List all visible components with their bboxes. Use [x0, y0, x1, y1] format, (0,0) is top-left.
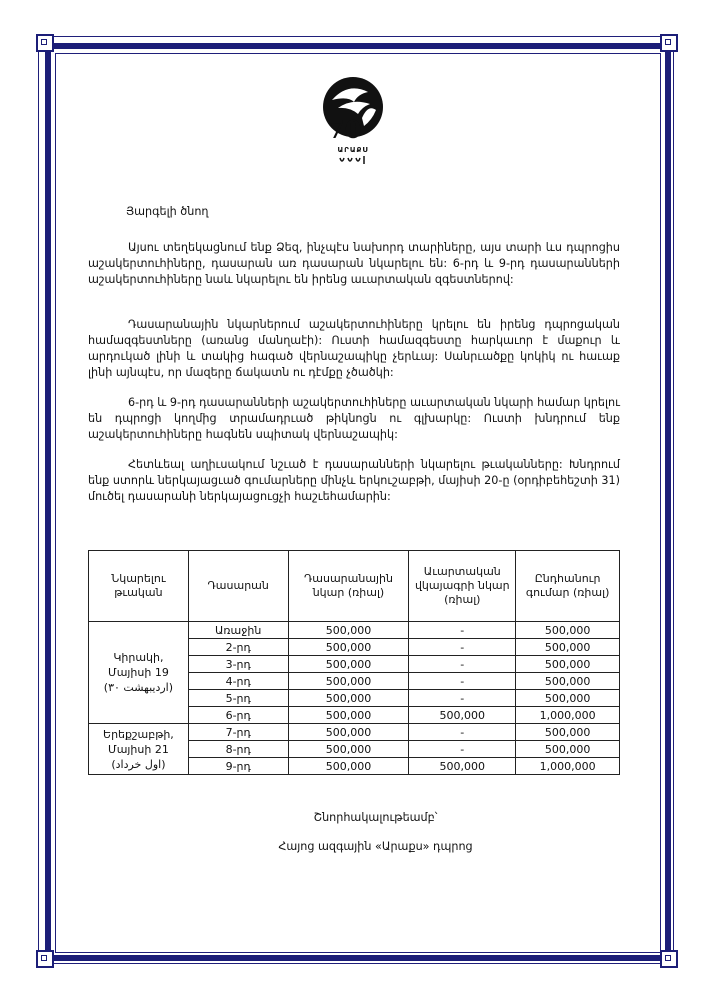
total-cell: 500,000: [516, 690, 620, 707]
total-cell: 500,000: [516, 622, 620, 639]
logo-school-name: ԱՐԱՔՍ: [337, 146, 369, 154]
class-photo-cell: 500,000: [288, 724, 409, 741]
total-cell: 1,000,000: [516, 758, 620, 775]
frame-corner-ornament: [660, 950, 678, 968]
class-cell: Առաջին: [188, 622, 288, 639]
graduation-photo-cell: -: [409, 656, 516, 673]
date-line: Երեքշաբթի,: [103, 727, 174, 741]
paragraph-uniform: Դասարանային նկարներում աշակերտուհիները կրելու են իրենց դպրոցական համազգեստները (առանց մանղաէի): Ուստի համազգեստը հարկաւոր է մաքուր և արդուկած լինի և տակից հագած վերնաշապիկը չերևայ: Սանրւածքը կոկիկ ու հաւաք լինի այնպէս, որ մազերը ճակատն ու դէմքը չծածկի:: [88, 318, 620, 379]
closing-thanks: Շնորհակալութեամբ՝: [313, 811, 438, 824]
header-class-photo: Դասարանային նկար (ռիալ): [288, 551, 409, 622]
class-cell: 3-րդ: [188, 656, 288, 673]
graduation-photo-cell: -: [409, 622, 516, 639]
frame-corner-ornament: [36, 34, 54, 52]
class-photo-cell: 500,000: [288, 639, 409, 656]
table-header-row: [89, 551, 620, 622]
class-cell: 5-րդ: [188, 690, 288, 707]
header-total: Ընդհանուր գումար (ռիալ): [516, 551, 620, 622]
date-line: (۳۰ اردیبهشت): [103, 681, 174, 694]
logo-number: 70: [328, 115, 362, 144]
class-cell: 7-րդ: [188, 724, 288, 741]
graduation-photo-cell: -: [409, 741, 516, 758]
total-cell: 500,000: [516, 656, 620, 673]
paragraph-intro: Այսու տեղեկացնում ենք Ձեզ, ինչպէս նախորդ տարիները, այս տարի ևս դպրոցիս աշակերտուհիները, դասարան առ դասարան նկարելու են: 6-րդ և 9-րդ դասարանների աշակերտուհիները նաև նկարելու են իրենց աւարտական զգեստներով:: [88, 241, 620, 286]
class-cell: 2-րդ: [188, 639, 288, 656]
graduation-photo-cell: -: [409, 673, 516, 690]
graduation-photo-cell: 500,000: [409, 707, 516, 724]
date-line: (اول خرداد): [111, 757, 166, 771]
date-line: Կիրակի,: [113, 651, 164, 664]
header-class: Դասարան: [188, 551, 288, 622]
class-photo-cell: 500,000: [288, 758, 409, 775]
paragraph-payment: Հետևեալ աղիւսակում նշւած է դասարանների նկարելու թւականները: Խնդրում ենք ստորև ներկայացւած գումարները մինչև երկուշաբթի, մայիսի 20-ը (օրդիբեհեշտի 31) մուծել դասարանի ներկայացուցչի հաշւեհամարին:: [88, 458, 620, 503]
date-line: Մայիսի 19: [108, 666, 169, 679]
class-photo-cell: 500,000: [288, 707, 409, 724]
class-cell: 9-րդ: [188, 758, 288, 775]
class-cell: 8-րդ: [188, 741, 288, 758]
paragraph-graduation: 6-րդ և 9-րդ դասարանների աշակերտուհիները աւարտական նկարի համար կրելու են դպրոցի կողմից տրամադրւած թիկնոցն ու գլխարկը: Ուստի խնդրում ենք աշակերտուհիները հագնեն սպիտակ վերնաշապիկ:: [88, 396, 620, 441]
school-logo: [318, 74, 388, 170]
graduation-photo-cell: -: [409, 690, 516, 707]
table-row: [89, 622, 620, 639]
class-cell: 4-րդ: [188, 673, 288, 690]
header-graduation-photo: Աւարտական վկայագրի նկար (ռիալ): [409, 551, 516, 622]
date-line: Մայիսի 21: [108, 742, 169, 756]
total-cell: 500,000: [516, 741, 620, 758]
salutation: Յարգելի ծնող: [126, 205, 209, 218]
class-photo-cell: 500,000: [288, 622, 409, 639]
date-cell: [89, 724, 189, 775]
graduation-photo-cell: -: [409, 639, 516, 656]
total-cell: 500,000: [516, 673, 620, 690]
total-cell: 1,000,000: [516, 707, 620, 724]
table-row: [89, 724, 620, 741]
closing-signature: Հայոց ազգային «Արաքս» դպրոց: [278, 840, 473, 853]
class-photo-cell: 500,000: [288, 673, 409, 690]
class-photo-cell: 500,000: [288, 741, 409, 758]
graduation-photo-cell: -: [409, 724, 516, 741]
date-cell: [89, 622, 189, 724]
class-photo-cell: 500,000: [288, 690, 409, 707]
frame-corner-ornament: [660, 34, 678, 52]
frame-corner-ornament: [36, 950, 54, 968]
total-cell: 500,000: [516, 724, 620, 741]
photo-schedule-table: [88, 550, 620, 775]
class-photo-cell: 500,000: [288, 656, 409, 673]
header-date: Նկարելու թւական: [89, 551, 189, 622]
total-cell: 500,000: [516, 639, 620, 656]
class-cell: 6-րդ: [188, 707, 288, 724]
graduation-photo-cell: 500,000: [409, 758, 516, 775]
